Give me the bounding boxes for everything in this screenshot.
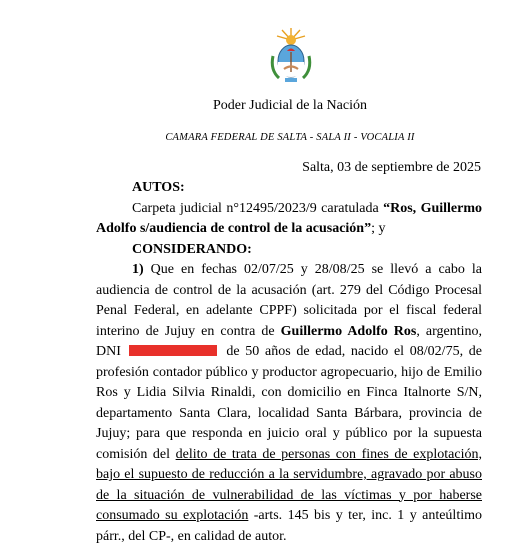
coat-of-arms-icon — [267, 26, 315, 86]
redaction-bar — [129, 345, 217, 356]
accused-name: Guillermo Adolfo Ros — [280, 323, 417, 339]
autos-heading: AUTOS: — [132, 180, 185, 195]
chamber-subtitle: CAMARA FEDERAL DE SALTA - SALA II - VOCALIA II — [165, 132, 415, 143]
paragraph-text: Que en fechas 02/07/25 y 28/08/25 se llevó a cabo la audiencia de control de la acusación (art. 279 del Código Procesal Penal Federal, en adelante CPPF) solicitada por el fiscal federal interino de Jujuy en contra de — [96, 262, 482, 339]
autos-text: Carpeta judicial n°12495/2023/9 caratulada — [132, 200, 384, 216]
autos-paragraph — [96, 199, 482, 240]
paragraph-text: , argentino, DNI — [96, 323, 482, 359]
case-title: “Ros, Guillermo Adolfo s/audiencia de control de la acusación” — [96, 200, 483, 236]
date-line: Salta, 03 de septiembre de 2025 — [302, 160, 481, 175]
paragraph-number: 1) — [132, 262, 144, 277]
document-body — [96, 178, 482, 547]
crime-description: delito de trata de personas con fines de explotación, bajo el supuesto de reducción a la servidumbre, agravado por abuso de la situación de vulnerabilidad de las víctimas y por haberse consumado su explotación — [96, 446, 482, 523]
considerando-heading: CONSIDERANDO: — [132, 241, 252, 257]
paragraph-text: de 50 años de edad, nacido el 08/02/75, de profesión contador público y productor agropecuario, hijo de Emilio Ros y Lidia Silvia Rinaldi, con domicilio en Finca Italnorte S/N, departamento Santa Clara, localidad Santa Bárbara, provincia de Jujuy; para que responda en juicio oral y público por la supuesta comisión del — [96, 344, 482, 462]
paragraph-text: -arts. 145 bis y ter, inc. 1 y anteúltimo párr., del CP-, en calidad de autor. — [96, 508, 482, 544]
autos-text-end: ; y — [371, 221, 386, 236]
institution-title: Poder Judicial de la Nación — [213, 98, 367, 113]
paragraph-1 — [96, 260, 482, 547]
